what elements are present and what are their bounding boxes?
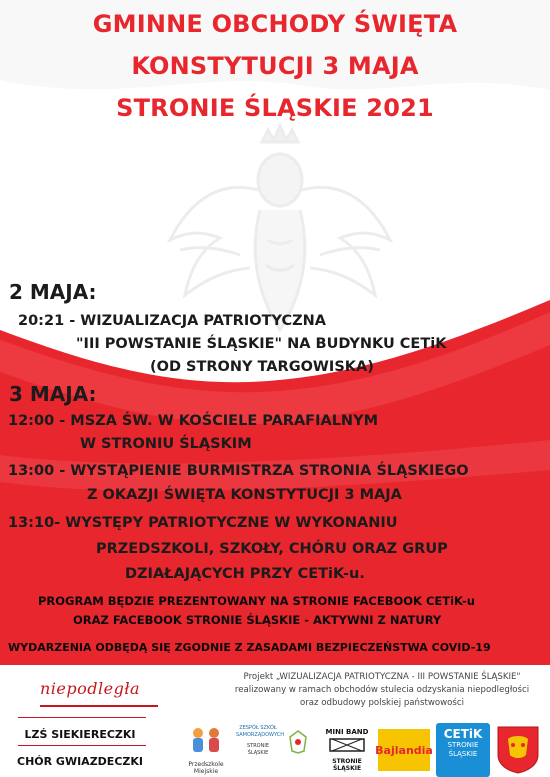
- title-line-3: STRONIE ŚLĄSKIE 2021: [116, 94, 434, 122]
- day2-line-3: 13:00 - WYSTĄPIENIE BURMISTRZA STRONIA ŚLĄSKIEGO: [8, 463, 469, 479]
- footer: [0, 665, 550, 777]
- program-note-1: PROGRAM BĘDZIE PREZENTOWANY NA STRONIE FACEBOOK CETiK-u: [38, 594, 475, 608]
- emblem-icon: [286, 729, 310, 755]
- chor-gwiazdeczki-label: CHÓR GWIAZDECZKI: [17, 755, 143, 768]
- separator-line: [18, 745, 146, 746]
- day2-line-5: 13:10- WYSTĘPY PATRIOTYCZNE W WYKONANIU: [8, 515, 398, 531]
- project-line-1: Projekt „WIZUALIZACJA PATRIOTYCZNA - III POWSTANIE ŚLĄSKIE": [243, 672, 521, 682]
- covid-note: WYDARZENIA ODBĘDĄ SIĘ ZGODNIE Z ZASADAMI BEZPIECZEŃSTWA COVID-19: [8, 641, 491, 654]
- cetik-logo: [436, 723, 490, 777]
- title-line-1: GMINNE OBCHODY ŚWIĘTA: [92, 10, 458, 38]
- day2-heading: 3 MAJA:: [9, 382, 97, 406]
- cetik-text-3: ŚLĄSKIE: [448, 750, 478, 758]
- niepodlegla-logo-underline: [40, 705, 158, 707]
- day1-line-3: (OD STRONY TARGOWISKA): [150, 359, 374, 375]
- przedszkole-logo: [184, 723, 228, 773]
- title-line-2: KONSTYTUCJI 3 MAJA: [131, 52, 419, 80]
- separator-line: [18, 717, 146, 718]
- zespol-text-2: SAMORZĄDOWYCH: [236, 732, 285, 738]
- day2-line-1: 12:00 - MSZA ŚW. W KOŚCIELE PARAFIALNYM: [8, 413, 378, 429]
- zespol-szkol-logo: [236, 725, 285, 765]
- cetik-text-2: STRONIE: [447, 741, 479, 749]
- day2-line-2: W STRONIU ŚLĄSKIM: [80, 436, 252, 452]
- cetik-text-1: CETiK: [443, 727, 483, 741]
- bajlandia-text: Bajlandia: [375, 743, 433, 757]
- lzs-siekiereczki-label: LZŚ SIEKIERECZKI: [24, 728, 136, 741]
- zespol-text-3: STRONIE ŚLĄSKIE: [246, 743, 269, 756]
- przedszkole-text-1: Przedszkole: [188, 761, 224, 768]
- day2-line-6: PRZEDSZKOLI, SZKOŁY, CHÓRU ORAZ GRUP: [96, 541, 448, 557]
- niepodlegla-logo: niepodległa: [40, 679, 141, 698]
- project-line-3: oraz odbudowy polskiej państwowości: [300, 698, 464, 708]
- program-note-2: ORAZ FACEBOOK STRONIE ŚLĄSKIE - AKTYWNI Z NATURY: [73, 613, 442, 627]
- day2-line-7: DZIAŁAJĄCYCH PRZY CETiK-u.: [125, 566, 365, 582]
- mini-band-logo: [318, 729, 376, 773]
- project-line-2: realizowany w ramach obchodów stulecia odzyskania niepodległości: [234, 685, 530, 695]
- miniband-text-1: MINI BAND: [325, 728, 369, 736]
- day1-line-2: "III POWSTANIE ŚLĄSKIE" NA BUDYNKU CETiK: [76, 336, 447, 352]
- miniband-text-2: STRONIE ŚLĄSKIE: [332, 758, 362, 772]
- bajlandia-logo: [376, 727, 432, 773]
- day1-line-1: 20:21 - WIZUALIZACJA PATRIOTYCZNA: [18, 313, 326, 329]
- drum-icon: [318, 736, 376, 754]
- zespol-text-1: ZESPÓŁ SZKÓŁ: [239, 725, 277, 731]
- day2-line-4: Z OKAZJI ŚWIĘTA KONSTYTUCJI 3 MAJA: [87, 487, 402, 503]
- kids-icon: [184, 723, 228, 757]
- project-info: [222, 671, 542, 710]
- przedszkole-text-2: Miejskie: [193, 768, 219, 775]
- day1-heading: 2 MAJA:: [9, 280, 97, 304]
- coat-of-arms-icon: [496, 725, 540, 775]
